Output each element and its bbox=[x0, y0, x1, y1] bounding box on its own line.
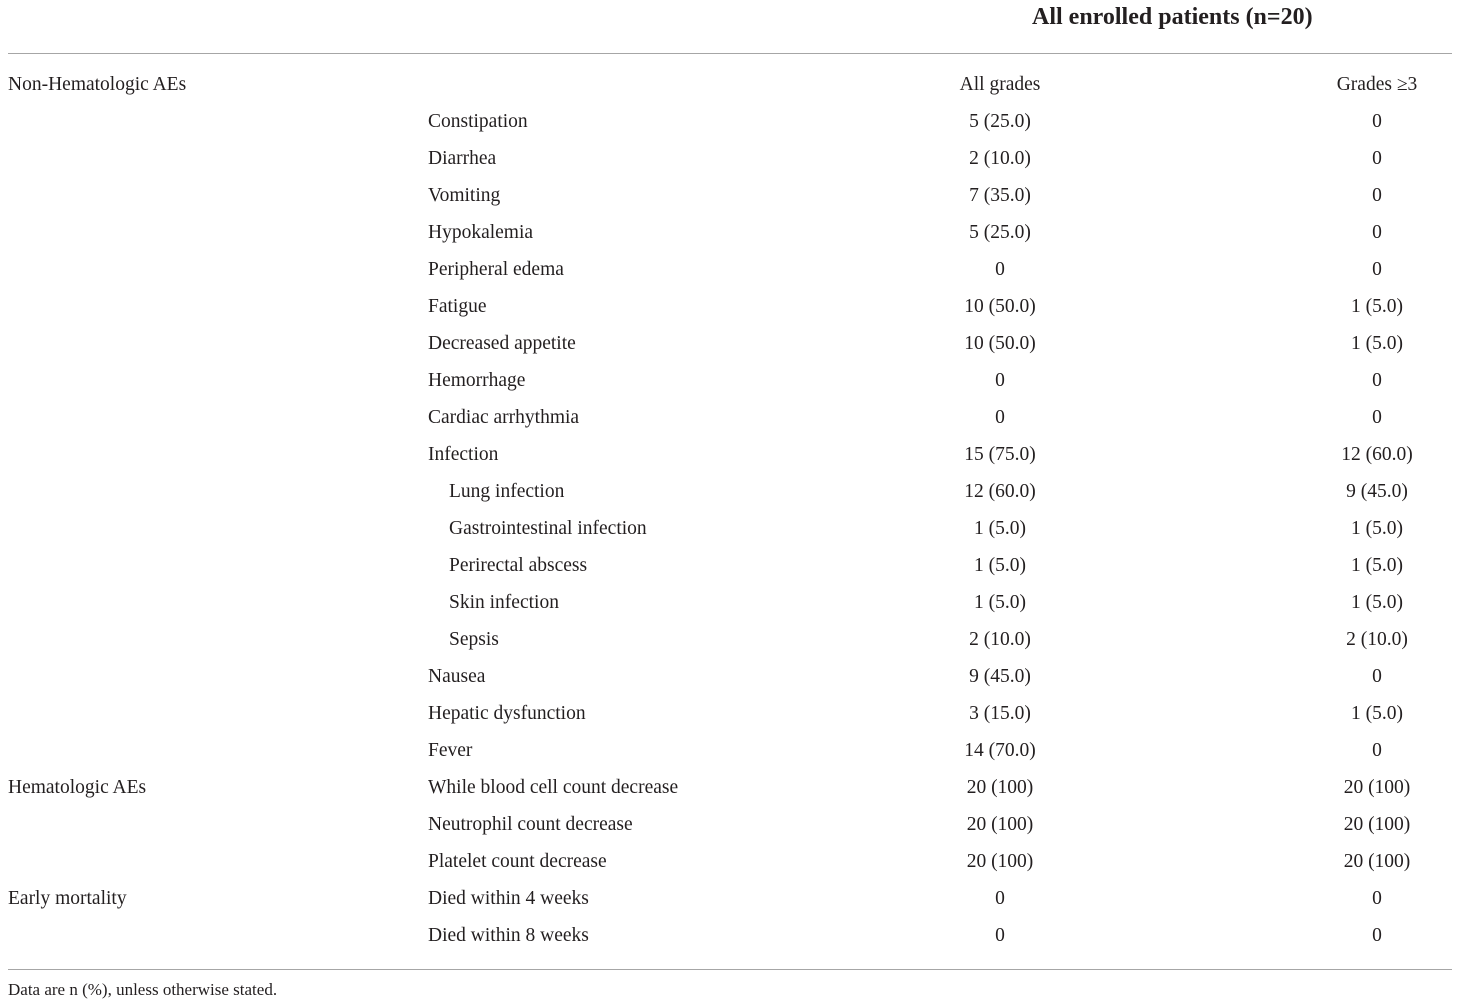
table-row bbox=[0, 843, 1460, 880]
row-all-grades-value: 2 (10.0) bbox=[969, 629, 1031, 650]
row-grade3-value: 9 (45.0) bbox=[1346, 481, 1408, 502]
row-grade3-value: 1 (5.0) bbox=[1351, 592, 1403, 613]
table-row bbox=[0, 177, 1460, 214]
row-grade3-value: 0 bbox=[1372, 407, 1382, 428]
row-all-grades-value: 20 (100) bbox=[966, 777, 1034, 798]
row-all-grades-value: 1 (5.0) bbox=[974, 518, 1026, 539]
table-row bbox=[0, 473, 1460, 510]
row-item-label: Skin infection bbox=[449, 592, 559, 613]
row-all-grades-value: 10 (50.0) bbox=[964, 296, 1036, 317]
ae-table bbox=[0, 66, 1460, 954]
table-row bbox=[0, 251, 1460, 288]
table-row bbox=[0, 288, 1460, 325]
table-row bbox=[0, 510, 1460, 547]
row-grade3-value: 0 bbox=[1372, 259, 1382, 280]
row-grade3-value: 1 (5.0) bbox=[1351, 518, 1403, 539]
table-row bbox=[0, 584, 1460, 621]
row-item-label: Lung infection bbox=[449, 481, 565, 502]
row-item-label: Constipation bbox=[428, 111, 528, 132]
row-item-label: Peripheral edema bbox=[428, 259, 564, 280]
row-item-label: Died within 4 weeks bbox=[428, 888, 589, 909]
row-all-grades-value: 0 bbox=[995, 259, 1005, 280]
table-row bbox=[0, 399, 1460, 436]
row-grade3-value: 20 (100) bbox=[1343, 851, 1411, 872]
row-all-grades-value: 5 (25.0) bbox=[969, 222, 1031, 243]
table-title: All enrolled patients (n=20) bbox=[1032, 4, 1313, 30]
row-all-grades-value: 9 (45.0) bbox=[969, 666, 1031, 687]
row-all-grades-value: 3 (15.0) bbox=[969, 703, 1031, 724]
table-row bbox=[0, 547, 1460, 584]
table-row bbox=[0, 880, 1460, 917]
row-grade3-value: 20 (100) bbox=[1343, 777, 1411, 798]
table-row bbox=[0, 140, 1460, 177]
row-item-label: Infection bbox=[428, 444, 499, 465]
table-row bbox=[0, 621, 1460, 658]
row-grade3-value: 20 (100) bbox=[1343, 814, 1411, 835]
row-item-label: Nausea bbox=[428, 666, 486, 687]
row-grade3-value: 12 (60.0) bbox=[1341, 444, 1413, 465]
row-all-grades-value: 20 (100) bbox=[966, 814, 1034, 835]
top-rule bbox=[8, 53, 1452, 54]
table-header-row bbox=[0, 66, 1460, 103]
row-all-grades-value: 1 (5.0) bbox=[974, 555, 1026, 576]
row-grade3-value: 1 (5.0) bbox=[1351, 555, 1403, 576]
row-grade3-value: 2 (10.0) bbox=[1346, 629, 1408, 650]
table-footnote: Data are n (%), unless otherwise stated. bbox=[8, 980, 278, 999]
row-item-label: Died within 8 weeks bbox=[428, 925, 589, 946]
row-item-label: Cardiac arrhythmia bbox=[428, 407, 580, 428]
row-item-label: Perirectal abscess bbox=[449, 555, 588, 576]
column-header-all-grades: All grades bbox=[959, 74, 1041, 95]
row-grade3-value: 1 (5.0) bbox=[1351, 296, 1403, 317]
table-row bbox=[0, 214, 1460, 251]
row-item-label: Diarrhea bbox=[428, 148, 497, 169]
row-item-label: While blood cell count decrease bbox=[428, 777, 679, 798]
row-item-label: Fatigue bbox=[428, 296, 487, 317]
table-row bbox=[0, 362, 1460, 399]
row-item-label: Fever bbox=[428, 740, 473, 761]
row-grade3-value: 0 bbox=[1372, 185, 1382, 206]
row-item-label: Decreased appetite bbox=[428, 333, 576, 354]
row-all-grades-value: 15 (75.0) bbox=[964, 444, 1036, 465]
row-all-grades-value: 0 bbox=[995, 370, 1005, 391]
table-row bbox=[0, 325, 1460, 362]
row-group-label: Hematologic AEs bbox=[8, 777, 147, 798]
row-all-grades-value: 2 (10.0) bbox=[969, 148, 1031, 169]
bottom-rule bbox=[8, 969, 1452, 970]
table-row bbox=[0, 806, 1460, 843]
row-grade3-value: 0 bbox=[1372, 222, 1382, 243]
table-row bbox=[0, 658, 1460, 695]
row-grade3-value: 0 bbox=[1372, 925, 1382, 946]
table-row bbox=[0, 917, 1460, 954]
row-grade3-value: 0 bbox=[1372, 740, 1382, 761]
row-item-label: Platelet count decrease bbox=[428, 851, 607, 872]
row-all-grades-value: 1 (5.0) bbox=[974, 592, 1026, 613]
row-item-label: Sepsis bbox=[449, 629, 499, 650]
row-all-grades-value: 7 (35.0) bbox=[969, 185, 1031, 206]
row-all-grades-value: 5 (25.0) bbox=[969, 111, 1031, 132]
row-all-grades-value: 14 (70.0) bbox=[964, 740, 1036, 761]
row-grade3-value: 0 bbox=[1372, 111, 1382, 132]
table-row bbox=[0, 436, 1460, 473]
column-header-grades-3-plus: Grades ≥3 bbox=[1336, 74, 1418, 95]
row-grade3-value: 0 bbox=[1372, 148, 1382, 169]
row-all-grades-value: 10 (50.0) bbox=[964, 333, 1036, 354]
row-item-label: Hepatic dysfunction bbox=[428, 703, 586, 724]
row-grade3-value: 1 (5.0) bbox=[1351, 703, 1403, 724]
table-row bbox=[0, 769, 1460, 806]
row-item-label: Hemorrhage bbox=[428, 370, 526, 391]
table-row bbox=[0, 695, 1460, 732]
table-row bbox=[0, 732, 1460, 769]
row-item-label: Neutrophil count decrease bbox=[428, 814, 633, 835]
row-item-label: Vomiting bbox=[428, 185, 501, 206]
row-grade3-value: 1 (5.0) bbox=[1351, 333, 1403, 354]
row-item-label: Hypokalemia bbox=[428, 222, 534, 243]
row-grade3-value: 0 bbox=[1372, 888, 1382, 909]
row-all-grades-value: 0 bbox=[995, 888, 1005, 909]
row-group-label: Early mortality bbox=[8, 888, 127, 909]
table-row bbox=[0, 103, 1460, 140]
row-all-grades-value: 0 bbox=[995, 407, 1005, 428]
row-grade3-value: 0 bbox=[1372, 370, 1382, 391]
row-item-label: Gastrointestinal infection bbox=[449, 518, 647, 539]
group-label-non-hematologic: Non-Hematologic AEs bbox=[8, 74, 187, 95]
row-all-grades-value: 20 (100) bbox=[966, 851, 1034, 872]
row-all-grades-value: 0 bbox=[995, 925, 1005, 946]
row-all-grades-value: 12 (60.0) bbox=[964, 481, 1036, 502]
row-grade3-value: 0 bbox=[1372, 666, 1382, 687]
